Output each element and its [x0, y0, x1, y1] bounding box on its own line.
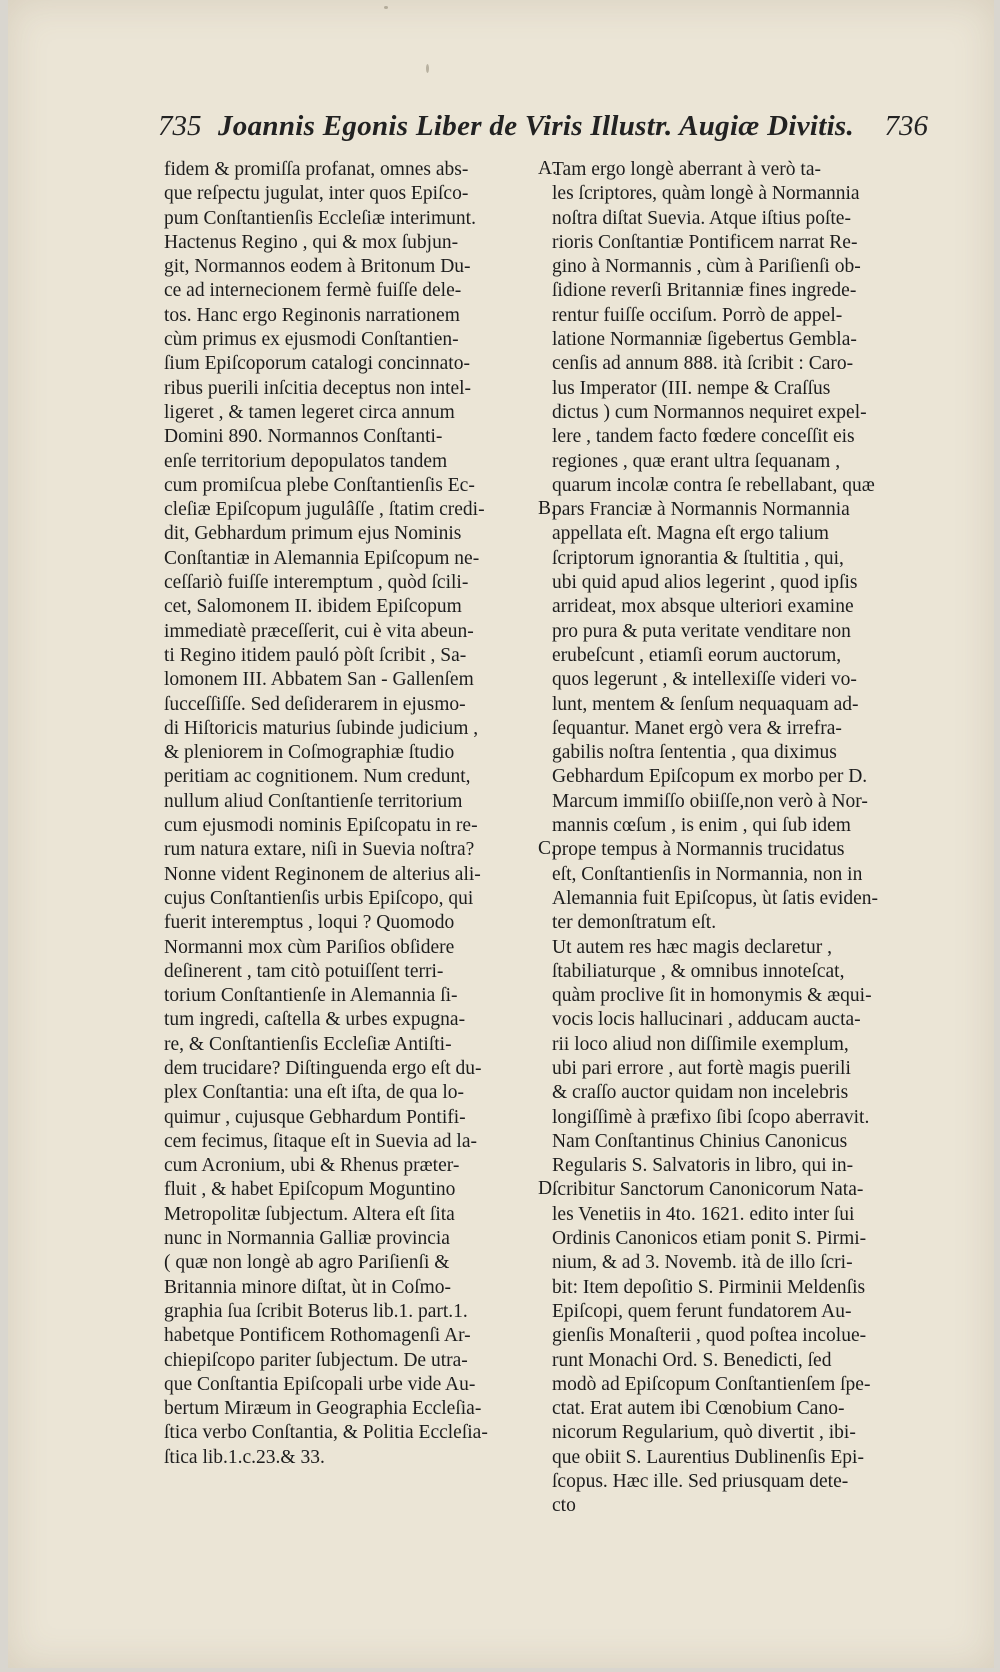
text-line: deſinerent , tam citò potuiſſent terri-: [164, 960, 444, 982]
text-line: habetque Pontificem Rothomagenſi Ar-: [164, 1325, 471, 1347]
text-line: ſtabiliaturque , & omnibus innoteſcat,: [552, 960, 845, 982]
text-line: Ut autem res hæc magis declaretur ,: [552, 936, 832, 958]
text-line: runt Monachi Ord. S. Benedicti, ſed: [552, 1349, 832, 1371]
text-line: Britannia minore diſtat, ùt in Coſmo-: [164, 1276, 452, 1298]
text-line: Alemannia fuit Epiſcopus, ùt ſatis eviden-: [552, 887, 879, 909]
text-line: lus Imperator (III. nempe & Craſſus: [552, 377, 831, 399]
text-line: dit, Gebhardum primum ejus Nominis: [164, 523, 462, 545]
text-line: les Venetiis in 4to. 1621. edito inter ſui: [552, 1203, 855, 1225]
text-line: torium Conſtantienſe in Alemannia ſi-: [164, 985, 458, 1007]
text-line: modò ad Epiſcopum Conſtantienſem ſpe-: [552, 1373, 871, 1395]
text-line: gino à Normannis , cùm à Pariſienſi ob-: [552, 256, 861, 278]
text-line: cem fecimus, ſitaque eſt in Suevia ad la-: [164, 1130, 477, 1152]
text-line: que reſpectu jugulat, inter quos Epiſco-: [164, 183, 469, 205]
text-line: Nonne vident Reginonem de alterius ali-: [164, 863, 481, 885]
text-line: fluit , & habet Epiſcopum Moguntino: [164, 1179, 456, 1201]
text-line: nium, & ad 3. Novemb. ità de illo ſcri-: [552, 1252, 853, 1274]
text-line: nicorum Regularium, quò divertit , ibi-: [552, 1422, 856, 1444]
text-line: Normanni mox cùm Pariſios obſidere: [164, 936, 455, 958]
text-line: ſcopus. Hæc ille. Sed priusquam dete-: [552, 1471, 849, 1493]
text-line: lomonem III. Abbatem San - Gallenſem: [164, 669, 474, 691]
text-line: Hactenus Regino , qui & mox ſubjun-: [164, 231, 459, 253]
text-line: cum Acronium, ubi & Rhenus præter-: [164, 1155, 460, 1177]
text-line: ſtica lib.1.c.23.& 33.: [164, 1446, 325, 1468]
text-line: chiepiſcopo pariter ſubjectum. De utra-: [164, 1349, 468, 1371]
text-line: Tam ergo longè aberrant à verò ta-: [552, 159, 821, 180]
text-line: Gebhardum Epiſcopum ex morbo per D.: [552, 766, 868, 788]
text-line: ſucceſſiſſe. Sed deſiderarem in ejusmo-: [164, 693, 466, 715]
text-line: ce ad internecionem fermè fuiſſe dele-: [164, 280, 462, 302]
text-line: dem trucidare? Diſtinguenda ergo eſt du-: [164, 1057, 482, 1079]
text-line: quàm proclive ſit in homonymis & æqui-: [552, 985, 872, 1007]
text-line: mannis cœſum , is enim , qui ſub idem: [552, 815, 851, 837]
page-number-left: 735: [158, 110, 202, 142]
text-line: dictus ) cum Normannos nequiret expel-: [552, 401, 867, 423]
text-line: quos legerunt , & intellexiſſe videri vo-: [552, 669, 857, 691]
text-line: noſtra diſtat Suevia. Atque iſtius poſte-: [552, 207, 851, 229]
text-line: Domini 890. Normannos Conſtanti-: [164, 426, 443, 448]
text-line: ligeret , & tamen legeret circa annum: [164, 401, 455, 423]
text-line: arrideat, mox absque ulteriori examine: [552, 596, 854, 618]
text-line: Nam Conſtantinus Chinius Canonicus: [552, 1130, 848, 1152]
text-line: pars Franciæ à Normannis Normannia: [552, 499, 850, 521]
text-line: git, Normannos eodem à Britonum Du-: [164, 256, 471, 278]
text-line: cujus Conſtantienſis urbis Epiſcopo, qui: [164, 887, 474, 909]
text-line: ſcribitur Sanctorum Canonicorum Nata-: [552, 1179, 864, 1201]
text-line: rii loco aliud non diſſimile exemplum,: [552, 1033, 849, 1055]
text-line: cto: [552, 1495, 576, 1517]
margin-marker-a: A.: [538, 158, 557, 179]
text-line: lunt, mentem & ſenſum nequaquam ad-: [552, 693, 859, 715]
text-line: vocis locis hallucinari , adducam aucta-: [552, 1009, 861, 1031]
text-line: re, & Conſtantienſis Eccleſiæ Antiſti-: [164, 1033, 452, 1055]
text-line: Marcum immiſſo obiiſſe,non verò à Nor-: [552, 790, 868, 812]
text-line: fidem & promiſſa profanat, omnes abs-: [164, 159, 469, 180]
text-line: ter demonſtratum eſt.: [552, 912, 717, 934]
text-line: ſidione reverſi Britanniæ fines ingrede-: [552, 280, 857, 302]
text-line: latione Normanniæ ſigebertus Gembla-: [552, 329, 857, 351]
text-line: peritiam ac cognitionem. Num credunt,: [164, 766, 471, 788]
text-line: ubi pari errore , aut fortè magis puerili: [552, 1057, 851, 1079]
paper-blemish: [384, 6, 388, 9]
running-title: Joannis Egonis Liber de Viris Illustr. Augiæ Divitis.: [218, 110, 855, 142]
text-line: Ordinis Canonicos etiam ponit S. Pirmi-: [552, 1228, 867, 1250]
margin-marker-c: C.: [538, 838, 556, 859]
text-line: ſcriptorum ignorantia & ſtultitia , qui,: [552, 547, 844, 569]
text-line: & craſſo auctor quidam non incelebris: [552, 1082, 849, 1104]
text-line: lere , tandem facto fœdere conceſſit eis: [552, 426, 855, 448]
text-line: longiſſimè à præfixo ſibi ſcopo aberravit.: [552, 1106, 870, 1128]
text-line: gabilis noſtra ſententia , qua diximus: [552, 742, 837, 764]
text-line: quarum incolæ contra ſe rebellabant, quæ: [552, 474, 875, 496]
text-line: fuerit interemptus , loqui ? Quomodo: [164, 912, 455, 934]
margin-marker-d: D.: [538, 1178, 557, 1199]
text-line: Epiſcopi, quem ferunt fundatorem Au-: [552, 1300, 852, 1322]
text-line: erubeſcunt , etiamſi eorum auctorum,: [552, 644, 842, 666]
text-line: que Conſtantia Epiſcopali urbe vide Au-: [164, 1373, 476, 1395]
text-line: cet, Salomonem II. ibidem Epiſcopum: [164, 596, 462, 618]
text-line: eſt, Conſtantienſis in Normannia, non in: [552, 863, 863, 885]
text-line: prope tempus à Normannis trucidatus: [552, 839, 845, 861]
text-line: cleſiæ Epiſcopum jugulâſſe , ſtatim credi-: [164, 499, 485, 521]
text-line: cum promiſcua plebe Conſtantienſis Ec-: [164, 474, 475, 496]
text-line: pro pura & puta veritate venditare non: [552, 620, 851, 642]
text-line: Conſtantiæ in Alemannia Epiſcopum ne-: [164, 547, 480, 569]
text-line: regiones , quæ erant ultra ſequanam ,: [552, 450, 841, 472]
page-number-right: 736: [884, 110, 928, 142]
text-line: ( quæ non longè ab agro Pariſienſi &: [164, 1252, 450, 1274]
text-line: di Hiſtoricis maturius ſubinde judicium ,: [164, 717, 479, 739]
text-line: ſtica verbo Conſtantia, & Politia Eccleſia-: [164, 1422, 488, 1444]
text-line: Metropolitæ ſubjectum. Altera eſt ſita: [164, 1203, 455, 1225]
left-text-column: [164, 158, 538, 1470]
margin-marker-b: B.: [538, 498, 556, 519]
text-line: tum ingredi, caſtella & urbes expugna-: [164, 1009, 466, 1031]
text-line: cenſis ad annum 888. ità ſcribit : Caro-: [552, 353, 854, 375]
text-line: gienſis Monaſterii , quod poſtea incolue-: [552, 1325, 867, 1347]
text-line: ctat. Erat autem ibi Cœnobium Cano-: [552, 1398, 845, 1420]
text-line: enſe territorium depopulatos tandem: [164, 450, 448, 472]
running-header: [158, 110, 928, 150]
text-line: les ſcriptores, quàm longè à Normannia: [552, 183, 860, 205]
text-line: tos. Hanc ergo Reginonis narrationem: [164, 304, 460, 326]
text-line: graphia ſua ſcribit Boterus lib.1. part.1.: [164, 1300, 468, 1322]
text-line: & pleniorem in Coſmographiæ ſtudio: [164, 742, 455, 764]
text-line: bertum Miræum in Geographia Eccleſia-: [164, 1398, 482, 1420]
text-line: ſequantur. Manet ergò vera & irrefra-: [552, 717, 842, 739]
book-page: [8, 0, 994, 1668]
text-line: Regularis S. Salvatoris in libro, qui in-: [552, 1155, 854, 1177]
text-line: ſium Epiſcoporum catalogi concinnato-: [164, 353, 470, 375]
text-line: nunc in Normannia Galliæ provincia: [164, 1228, 450, 1250]
text-line: plex Conſtantia: una eſt iſta, de qua lo-: [164, 1082, 465, 1104]
text-line: ti Regino itidem pauló pòſt ſcribit , Sa-: [164, 644, 467, 666]
text-line: cùm primus ex ejusmodi Conſtantien-: [164, 329, 459, 351]
text-line: immediatè præceſſerit, cui è vita abeun-: [164, 620, 474, 642]
text-line: appellata eſt. Magna eſt ergo talium: [552, 523, 829, 545]
text-line: quimur , cujusque Gebhardum Pontifi-: [164, 1106, 466, 1128]
text-line: rioris Conſtantiæ Pontificem narrat Re-: [552, 231, 858, 253]
text-line: bit: Item depoſitio S. Pirminii Meldenſis: [552, 1276, 866, 1298]
text-line: ribus puerili inſcitia deceptus non intel-: [164, 377, 472, 399]
paper-blemish: [426, 64, 429, 73]
text-line: rum natura extare, niſi in Suevia noſtra?: [164, 839, 475, 861]
text-line: nullum aliud Conſtantienſe territorium: [164, 790, 463, 812]
text-line: que obiit S. Laurentius Dublinenſis Epi-: [552, 1446, 864, 1468]
text-line: ceſſariò fuiſſe interemptum , quòd ſcili-: [164, 572, 469, 594]
right-text-column: [552, 158, 936, 1519]
text-line: ubi quid apud alios legerint , quod ipſis: [552, 572, 858, 594]
text-line: rentur fuiſſe occiſum. Porrò de appel-: [552, 304, 843, 326]
text-line: pum Conſtantienſis Eccleſiæ interimunt.: [164, 207, 476, 229]
text-line: cum ejusmodi nominis Epiſcopatu in re-: [164, 815, 478, 837]
